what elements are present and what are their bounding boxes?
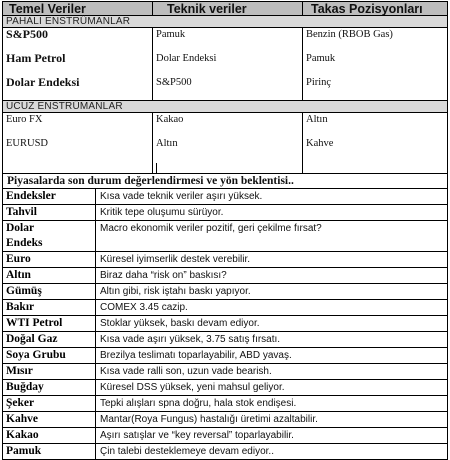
instrument-outlook: Macro ekonomik veriler pozitif, geri çekilme fırsat?: [100, 223, 322, 234]
header-cot-positions: Takas Pozisyonları: [311, 2, 423, 15]
list-item: Pirinç: [306, 77, 332, 88]
instrument-outlook: Kısa vade aşırı yüksek, 3.75 satış fırsatı.: [100, 334, 281, 345]
table-row: [3, 444, 447, 460]
cheap-positions-cell: [303, 113, 447, 173]
section-expensive-label: PAHALI ENSTRÜMANLAR: [3, 16, 447, 28]
instrument-outlook: Kısa vade ralli son, uzun vade bearish.: [100, 366, 272, 377]
instrument-name: Euro: [3, 252, 96, 267]
list-item: Dolar Endeksi: [156, 53, 217, 64]
instrument-name: WTI Petrol: [3, 316, 96, 331]
list-item: Kakao: [156, 114, 184, 125]
list-item: Kahve: [306, 138, 334, 149]
instrument-outlook: Aşırı satışlar ve “key reversal” toparlayabilir.: [100, 430, 294, 441]
table-row: [3, 364, 447, 380]
instrument-outlook: COMEX 3.45 cazip.: [100, 302, 188, 313]
list-item: S&P500: [6, 28, 48, 41]
instrument-name-line: Endeks: [6, 237, 43, 249]
instrument-name: Mısır: [3, 364, 96, 379]
instrument-outlook: Tepki alışları spna doğru, hala stok endişesi.: [100, 398, 297, 409]
list-item: Pamuk: [156, 29, 186, 40]
instrument-name: [3, 221, 96, 251]
table-row: [3, 380, 447, 396]
instrument-outlook: Kritik tepe oluşumu sürüyor.: [100, 207, 224, 218]
evaluation-title: Piyasalarda son durum değerlendirmesi ve yön beklentisi..: [3, 174, 447, 189]
cheap-block: [3, 113, 447, 174]
list-item: Dolar Endeksi: [6, 75, 80, 89]
instrument-name: Doğal Gaz: [3, 332, 96, 347]
list-item: Altın: [306, 114, 328, 125]
instrument-name: Kakao: [3, 428, 96, 443]
instrument-outlook: Küresel iyimserlik destek verebilir.: [100, 254, 251, 265]
instrument-name: Şeker: [3, 396, 96, 411]
table-row: [3, 412, 447, 428]
instrument-outlook: Kısa vade teknik veriler aşırı yüksek.: [100, 191, 263, 202]
header-technicals: Teknik veriler: [153, 2, 303, 15]
instrument-name: Bakır: [3, 300, 96, 315]
document-table: [2, 1, 448, 460]
expensive-block: [3, 28, 447, 101]
evaluation-table: [3, 189, 447, 460]
list-item: S&P500: [156, 77, 192, 88]
list-item: Altın: [156, 138, 178, 149]
table-row: [3, 189, 447, 205]
instrument-name-line: Dolar: [6, 222, 35, 234]
instrument-name: Pamuk: [3, 444, 96, 459]
table-row: [3, 332, 447, 348]
list-item: Benzin (RBOB Gas): [306, 29, 393, 40]
instrument-outlook: Mantar(Roya Fungus) hastalığı üretimi azaltabilir.: [100, 414, 318, 425]
instrument-name: Altın: [3, 268, 96, 283]
table-row: [3, 221, 447, 252]
list-item: Euro FX: [6, 114, 43, 125]
instrument-name: Gümüş: [3, 284, 96, 299]
list-item: Ham Petrol: [6, 51, 66, 65]
instrument-outlook: Altın gibi, risk iştahı baskı yapıyor.: [100, 286, 251, 297]
instrument-name: Endeksler: [3, 189, 96, 204]
instrument-outlook: Stoklar yüksek, baskı devam ediyor.: [100, 318, 260, 329]
instrument-name: Buğday: [3, 380, 96, 395]
table-row: [3, 205, 447, 221]
instrument-outlook: Çin talebi desteklemeye devam ediyor..: [100, 446, 274, 457]
header-fundamentals: Temel Veriler: [3, 2, 153, 15]
table-row: [3, 284, 447, 300]
list-item: EURUSD: [6, 138, 49, 149]
instrument-name: Kahve: [3, 412, 96, 427]
table-row: [3, 300, 447, 316]
expensive-positions-cell: [303, 28, 447, 100]
cheap-technicals-cell[interactable]: [153, 113, 303, 173]
table-header-row: [3, 2, 447, 16]
table-row: [3, 348, 447, 364]
table-row: [3, 268, 447, 284]
table-row: [3, 428, 447, 444]
table-row: [3, 316, 447, 332]
expensive-technicals-cell: [153, 28, 303, 100]
text-cursor: [153, 161, 302, 173]
section-cheap-label: UCUZ ENSTRÜMANLAR: [3, 101, 447, 113]
instrument-name: Tahvil: [3, 205, 96, 220]
cheap-fundamentals-cell: [3, 113, 153, 173]
instrument-outlook: Biraz daha “risk on” baskısı?: [100, 270, 227, 281]
list-item: Pamuk: [306, 53, 336, 64]
instrument-outlook: Brezilya teslimatı toparlayabilir, ABD yavaş.: [100, 350, 292, 361]
instrument-name: Soya Grubu: [3, 348, 96, 363]
expensive-fundamentals-cell: [3, 28, 153, 100]
instrument-outlook: Küresel DSS yüksek, yeni mahsul geliyor.: [100, 382, 285, 393]
table-row: [3, 252, 447, 268]
